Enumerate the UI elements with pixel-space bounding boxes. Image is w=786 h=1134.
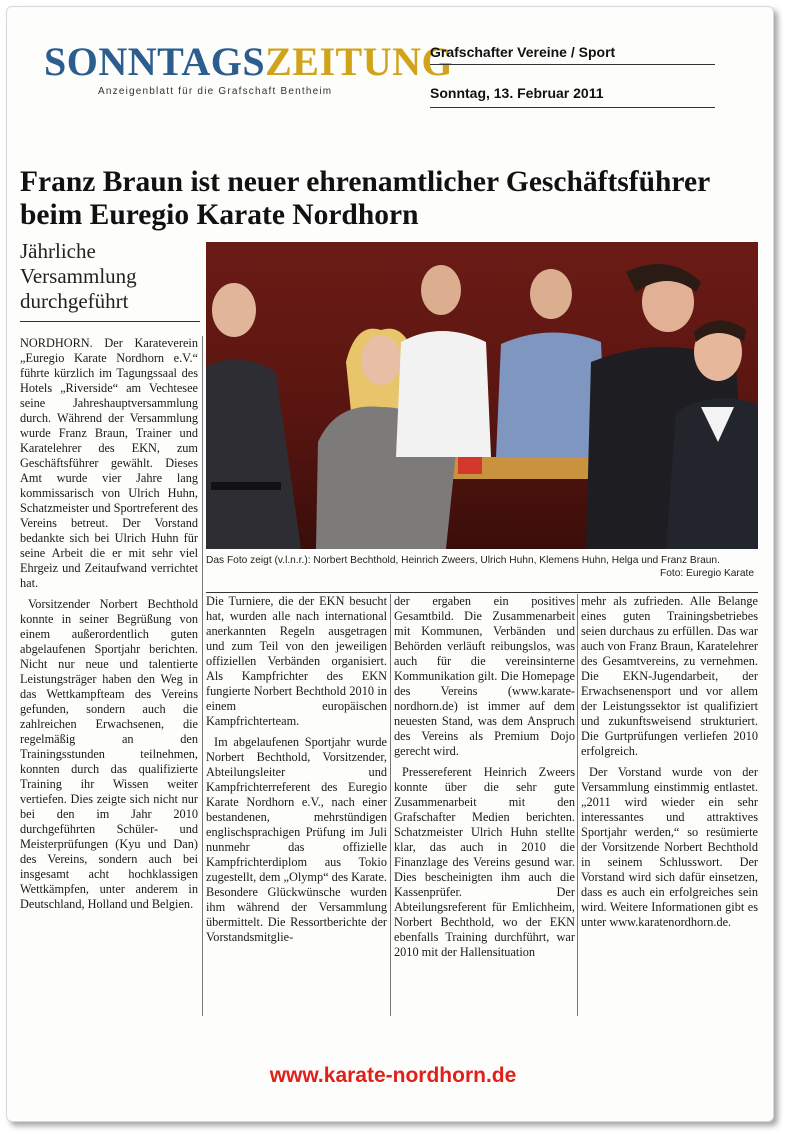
paragraph: Die Turniere, die der EKN besucht hat, wurden alle nach international anerkannten Regeln ausgetragen und zum Teil von den jeweiligen offiziellen Verbänden organisiert. Als Kampfrichter des EKN fungierte Norbert Bechthold 2010 in einem europäischen Kampfrichterteam. [206,594,387,728]
column-divider [390,594,391,1016]
divider [20,321,200,322]
logo-part-zeitung: ZEITUNG [265,39,454,84]
paragraph: Der Vorstand wurde von der Versammlung einstimmig entlastet. „2011 wird wieder ein sehr interessantes und attraktives Sportjahr werden,“ so resümierte der Vorsitzende Norbert Bechthold in seinem Schlusswort. Der Vorstand wird sich dafür einsetzen, dass es auch ein erfolgreiches sein wird. Weitere Informationen gibt es unter www.karatenordhorn.de. [581,765,758,929]
paragraph: Pressereferent Heinrich Zweers konnte über die sehr gute Zusammenarbeit mit den Grafschafter Medien berichten. Schatzmeister Ulrich Huhn stellte klar, das auch in 2010 die Finanzlage des Vereins gesund war. Dies bescheinigten ihm auch die Kassenprüfer. Der Abteilungsreferent für Emlichheim, Norbert Bechthold, wo der EKN ebenfalls Training durchführt, war 2010 mit der Hallensituation [394,765,575,959]
section-label: Grafschafter Vereine / Sport [430,44,715,65]
paragraph: der ergaben ein positives Gesamtbild. Die Zusammenarbeit mit Kommunen, Verbänden und Behörden verläuft reibungslos, was auch für die vereinsinterne Kommunikation gilt. Die Homepage des Vereins (www.karate-nordhorn.de) ist immer auf dem neuesten Stand, was dem Anspruch des Vereins als Premium Dojo gerecht wird. [394,594,575,758]
article-column-1 [20,336,198,918]
issue-date: Sonntag, 13. Februar 2011 [430,85,715,108]
logo-part-sonntags: SONNTAGS [44,39,266,84]
article-column-2 [206,594,387,951]
paragraph: Im abgelaufenen Sportjahr wurde Norbert Bechthold, Vorsitzender, Abteilungsleiter und Kampfrichterreferent des Euregio Karate Nordhorn e.V., nach einer bestandenen, mehrstündigen englischsprachigen Prüfung im Juli nunmehr das offizielle Kampfrichterdiplom aus Tokio zugestellt, dem „Olymp“ des Karate. Besondere Glückwünsche wurden ihm während der Versammlung übermittelt. Die Ressortberichte der Vorstandsmitglie- [206,735,387,944]
column-divider [202,336,203,1016]
article-subheadline: Jährliche Versammlung durchgeführt [20,239,137,313]
paragraph: Vorsitzender Norbert Bechthold konnte in seiner Begrüßung von einem außerordentlich guten abgelaufenen Sportjahr berichten. Nicht nur neue und talentierte Leistungsträger haben den Weg in das Wettkampfteam des Vereins gefunden, sondern auch die zahlreichen Erwachsenen, die regelmäßig an den Trainingsstunden teilnehmen, konnten durch das qualifizierte Training ihr Wissen weiter vertiefen. Dies zeigte sich nicht nur bei den im Jahr 2010 durchgeführten Schüler- und Meisterprüfungen (Kyu und Dan) des Vereins, sondern auch bei insgesamt acht hochklassigen Wettkämpfen, unter anderem in Deutschland, Holland und Belgien. [20,597,198,911]
paragraph: NORDHORN. Der Karateverein „Euregio Karate Nordhorn e.V.“ führte kürzlich im Tagungssaal des Hotels „Riverside“ am Vechtesee seine Jahreshauptversammlung durch. Während der Versammlung wurde Franz Braun, Trainer und Karatelehrer des EKN, zum Geschäftsführer gewählt. Dieses Amt wurde vier Jahre lang kommissarisch von Ulrich Huhn, Schatzmeister und Sportreferent des Vereins betreut. Der Vorstand bedankte sich bei Ulrich Huhn für seine Arbeit die er mit sehr viel Ehrgeiz und Zeitaufwand verrichtet hat. [20,336,198,590]
column-divider [577,594,578,1016]
article-headline: Franz Braun ist neuer ehrenamtlicher Geschäftsführer beim Euregio Karate Nordhorn [20,166,710,231]
article-column-3 [394,594,575,966]
website-link[interactable]: www.karate-nordhorn.de [269,1064,517,1087]
group-photo [206,242,758,549]
article-column-4 [581,594,758,936]
photo-credit: Foto: Euregio Karate [659,568,754,579]
newspaper-logo [44,38,453,85]
photo-caption: Das Foto zeigt (v.l.n.r.): Norbert Bechthold, Heinrich Zweers, Ulrich Huhn, Klemens Huhn, Helga und Franz Braun. [206,555,720,566]
newspaper-tagline: Anzeigenblatt für die Grafschaft Bentheim [98,86,333,97]
divider [206,592,758,593]
paragraph: mehr als zufrieden. Alle Belange eines guten Trainingsbetriebes seien durchaus zu erfüllen. Das war auch von Franz Braun, Karatelehrer des Gesamtvereins, zu vernehmen. Die EKN-Jugendarbeit, der Erwachsenensport und vor allem der Leistungssektor ist qualifiziert und zukunftsweisend strukturiert. Die Gurtprüfungen verliefen 2010 erfolgreich. [581,594,758,758]
